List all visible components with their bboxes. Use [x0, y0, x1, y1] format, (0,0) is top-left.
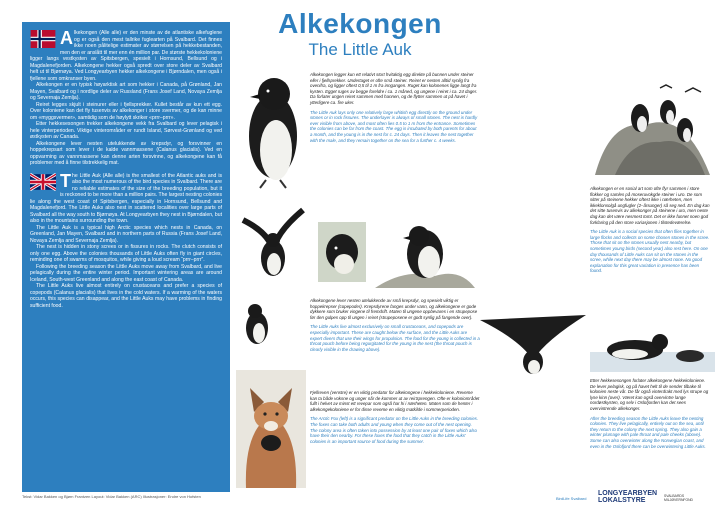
- norwegian-paragraph-1: [30, 30, 222, 82]
- english-p1-text: he Little Auk (Alle alle) is the smallest of the Atlantic auks and is also the most numerous of the bird species in Svalbard. There are no reliable estimates of the size of the breeding population, but it is reckoned to be more than a million pairs. The largest nesting colonies lie along the west coast of Spitsbergen, especially in Hornsund, Bellsund and Magdalenefjord. The Little Auks also nest in scattered localities over large parts of Svalbard all the way south to Bjørnøya. At Longyearbyen they nest in Bjørndalen, but also in the mountains surrounding the town.: [30, 172, 222, 224]
- little-auk-wings-spread-illustration: [480, 300, 586, 388]
- middle-text-block-1: [310, 72, 480, 147]
- middle-2-english: The Little Auks live almost exclusively on small crustaceans, and copepods are especially important. These are caught below the surface, and the Little Auks are expert divers that use their wings for propulsion. The food for the young is collected in a throat pouch before being regurgitated for the young in the nest (the throat pouch is clearly visible in the drawing above).: [310, 324, 480, 352]
- norwegian-paragraph-2: Alkekongen er en typisk høyarktisk art som hekker i Canada, på Grønland, Jan Mayen, Svalbard og i nordlige deler av Russland (Frans Josef Land, Novaya Zemlja og Severnaja Zemlja).: [30, 82, 222, 101]
- english-section: [30, 170, 222, 310]
- middle-3-english: The Arctic Fox (left) is a significant predator on the Little Auks in the breeding colonies. The foxes can take both adults and young when they come out of the nest opening. The colony area is often taken into possession by at least one pair of foxes which also have their den nearby. For these foxes the food that they catch in the Little Auks' colonies is an important source of food during the summer.: [310, 416, 479, 444]
- right-2-english: After the breeding season the Little Auks leave the nesting colonies. They live pelagically, entirely out on the sea, until they return to the colony the next spring. They also gain a winter plumage with pale throat and pale cheeks (above). Some can also overwinter along the Norwegian coast, and even in the Oslofjord there can be overwintering Little Auks.: [590, 415, 706, 449]
- english-paragraph-2: The Little Auk is a typical high Arctic species which nests in Canada, on Greenland, Jan Mayen, Svalbard and in northern parts of Russia (Frans Josef Land, Novaya Zemlja and Severnaja Zemlja).: [30, 224, 222, 244]
- page-title: Alkekongen: [278, 8, 442, 39]
- norwegian-paragraph-4: Etter hekkesesongen trekker alkekongene vekk fra Svalbard og lever pelagisk i hele vinterperioden. Viktige vinterområder er rundt Island, Sørvest-Grønland og ved østkysten av Canada.: [30, 121, 222, 140]
- norwegian-section: [30, 30, 222, 167]
- british-flag-icon: [30, 173, 56, 191]
- english-paragraph-5: The Little Auks live almost entirely on crustaceans and prefer a species of copepods (Calanus glacialis) that lives in the cold waters. If a warming of the waters occurs, this species can disappear, and the Little Auks may have problems in finding sufficient food.: [30, 283, 222, 309]
- middle-3-norwegian: Fjellreven (venstre) er en viktig predator for alkekongene i hekkekoloniene. Reveme kan ta både voksne og unger når de kommer ut av reirSprengen. Ofte er koloniområdet fullt i helvet av minst ett revepar som også har hi i nærheten. Maten som de henter i alkekongekoloniene er for disse reveme en viktig matkilde i sommerperioden.: [310, 390, 480, 412]
- middle-text-block-2: [310, 298, 480, 356]
- middle-1-english: The Little Auk lays only one relatively large whitish egg directly on the ground under stones or in rock fissures. The underlayer is always of small stones. The nest is hardly ever visible from above, and most often lies 0.5 to 1 m from the entrance. Sometimes the colonies can be far from the coast. The egg is incubated by both parents for about a month, and the young is in the nest for c. 24 days. Then it leaves the nest together with the male, and they remain together on the sea for a further c. 4 weeks.: [310, 109, 478, 143]
- english-paragraph-3: The nest is hidden in stony screes or in fissures in rocks. The clutch consists of only one egg. Above the colonies thousands of Little Auks often fly in giant circles, reminding one of swarms of mosquitos, while giving a loud scream “prrr–prrr”.: [30, 244, 222, 263]
- norwegian-paragraph-5: Alkekongene lever nesten utelukkende av krepsdyr, og forsvinner en hoppekrepsart som lever i de kalde vannmassene (Calanus glacialis). Ved en oppvarming av vannmassene kan denne arten forsvinne, og alkekongene kan få problemer med å finne tilstrekkelig mat.: [30, 140, 222, 166]
- norwegian-paragraph-3: Reiret legges skjult i steinurer eller i fjellsprekker. Kullet består av kun ett egg. Over koloniene kan det fly tusenvis av alkekonger i store svermer, og de kan minne om «myggsvermer», samtidig som de høylytt skriker «prrr–prrr».: [30, 101, 222, 121]
- right-1-norwegian: Alkekongen er en sosial art som ofte flyr sammen i store flokker og samles på moseruvokgde steiner i uro. De som sitter på steinene hekker oftest ikke i nærheten, men ikkeklonsolgå ungfugler (2–årsunger) så seg ned. En dag kan det sitte tusenvis av alkekonger på steinene i uro, men neste dag kan det være nesmest tomt. Det er ikke funnet noen god forklaring på den store variasjonen i tilstedeværelse.: [590, 186, 710, 225]
- english-paragraph-4: Following the breeding season the Little Auks move away from Svalbard, and live pelagically during the entire winter period. Important wintering areas are around Iceland, South-west Greenland and along the east coast of Canada.: [30, 263, 222, 283]
- right-text-block-1: [590, 186, 710, 278]
- page-subtitle: The Little Auk: [308, 40, 412, 59]
- right-1-english: The Little Auk is a social species that often flies together in large flocks and collects on some chosen stones in the scree. Those that sit on the stones usually nest nearby, but sometimes young birds (second year) also rest here. On one day thousands of Little Auks can sit on the stones in the scree, while next day there may be almost none. No good explanation for this great variation in presence has been found.: [590, 229, 710, 274]
- norwegian-flag-icon: [30, 30, 56, 48]
- little-auk-small-illustration: [240, 300, 274, 346]
- middle-text-block-3: [310, 390, 480, 448]
- longyearbyen-logo-line1: LONGYEARBYEN: [598, 490, 658, 497]
- birdlife-logo: BirdLife Svalbard: [556, 496, 587, 501]
- longyearbyen-logo-line2: LOKALSTYRE: [598, 497, 646, 504]
- little-auks-swimming-illustration: [590, 312, 715, 372]
- miljovernfond-logo: SVALBARDS MILJØVERNFOND: [664, 494, 694, 502]
- auk-colony-rocks-illustration: [590, 80, 715, 180]
- right-text-block-2: [590, 378, 710, 453]
- right-2-norwegian: Etter hekkesesongen forlater alkekongene hekkekoloniene. De lever pelagisk, og på havet helt til de sender tilbake til kolonien neste vår. De får også vinterdrakt med lys strupe og lyse kinn (over). Været kan også overvintre lange nordøstkysten, og selv i Oslofjorden kan det sees overvintrende alkekonger.: [590, 378, 709, 411]
- little-auk-on-ground-illustration: [375, 218, 475, 290]
- little-auk-flying-illustration: [238, 200, 308, 290]
- english-paragraph-1: [30, 170, 222, 225]
- english-dropcap: T: [60, 170, 71, 191]
- little-auk-standing-illustration: [238, 64, 308, 194]
- middle-1-norwegian: Alkekongen legger kun ett relativt stort hvitaktig egg direkte på bunnen under steiner eller i fjellsprekker. Undertaget er ofte små steiner. Reiret er nesten alltid synlig fra ovenifra, og ligger oftest 0,5 til 1 m fra inngangen. Ruget kan kolonenes ligge langt fra kysten. Egget ruges av begge foreldre i ca. 1 måned, og ungene i reiret i ca. 24 dager. Da forlater ungen reiret sammen med hannen, og de flytter sammen ut på havet i ytterligere ca. fire uker.: [310, 72, 478, 105]
- arctic-fox-illustration: [236, 370, 306, 488]
- norwegian-p1-text: lkekongen (Alle alle) er den minste av de atlantiske alkefuglene og er også den mest tallrike fuglearten på Svalbard. Det finnes ikke noen pålitelige estimater av størrelsen på hekkebestanden, men den er anslått til mer enn én million par. De største hekkekoloniene ligger langs vestkysten av Spitsbergen, spesielt i Hornsund, Bellsund og i Magdalenefjorden. Alkekongene hekker også spredt over store deler av Svalbard helt ut til Bjørnøya. Ved Longyearbyen hekker alkekongene i Bjørndalen, men også i fjellene som omkranser byen.: [30, 30, 222, 82]
- middle-2-norwegian: Alkekongene lever nesten utelukkende av små krepsdyr, og spesielt viktig er hoppekrepser (copepoder). Krepsdyrene fanges under vann, og alkekongene er gode dykkere som bruker vingene til fremdrift. Maten til ungene oppbevares i en strupepose før den gulpes opp til ungen i reiret (strupeposene er godt synlig på fangende over).: [310, 298, 478, 320]
- credits-line: Tekst: Vidar Bakken og Bjørn Frantzen Layout: Vidar Bakken (ARC) Illustrasjoner: Endre von Hofsten: [22, 494, 201, 499]
- left-text-panel: [22, 22, 230, 492]
- norwegian-dropcap: A: [60, 28, 73, 48]
- little-auk-portrait-illustration: [318, 222, 366, 282]
- longyearbyen-logo: [598, 490, 657, 504]
